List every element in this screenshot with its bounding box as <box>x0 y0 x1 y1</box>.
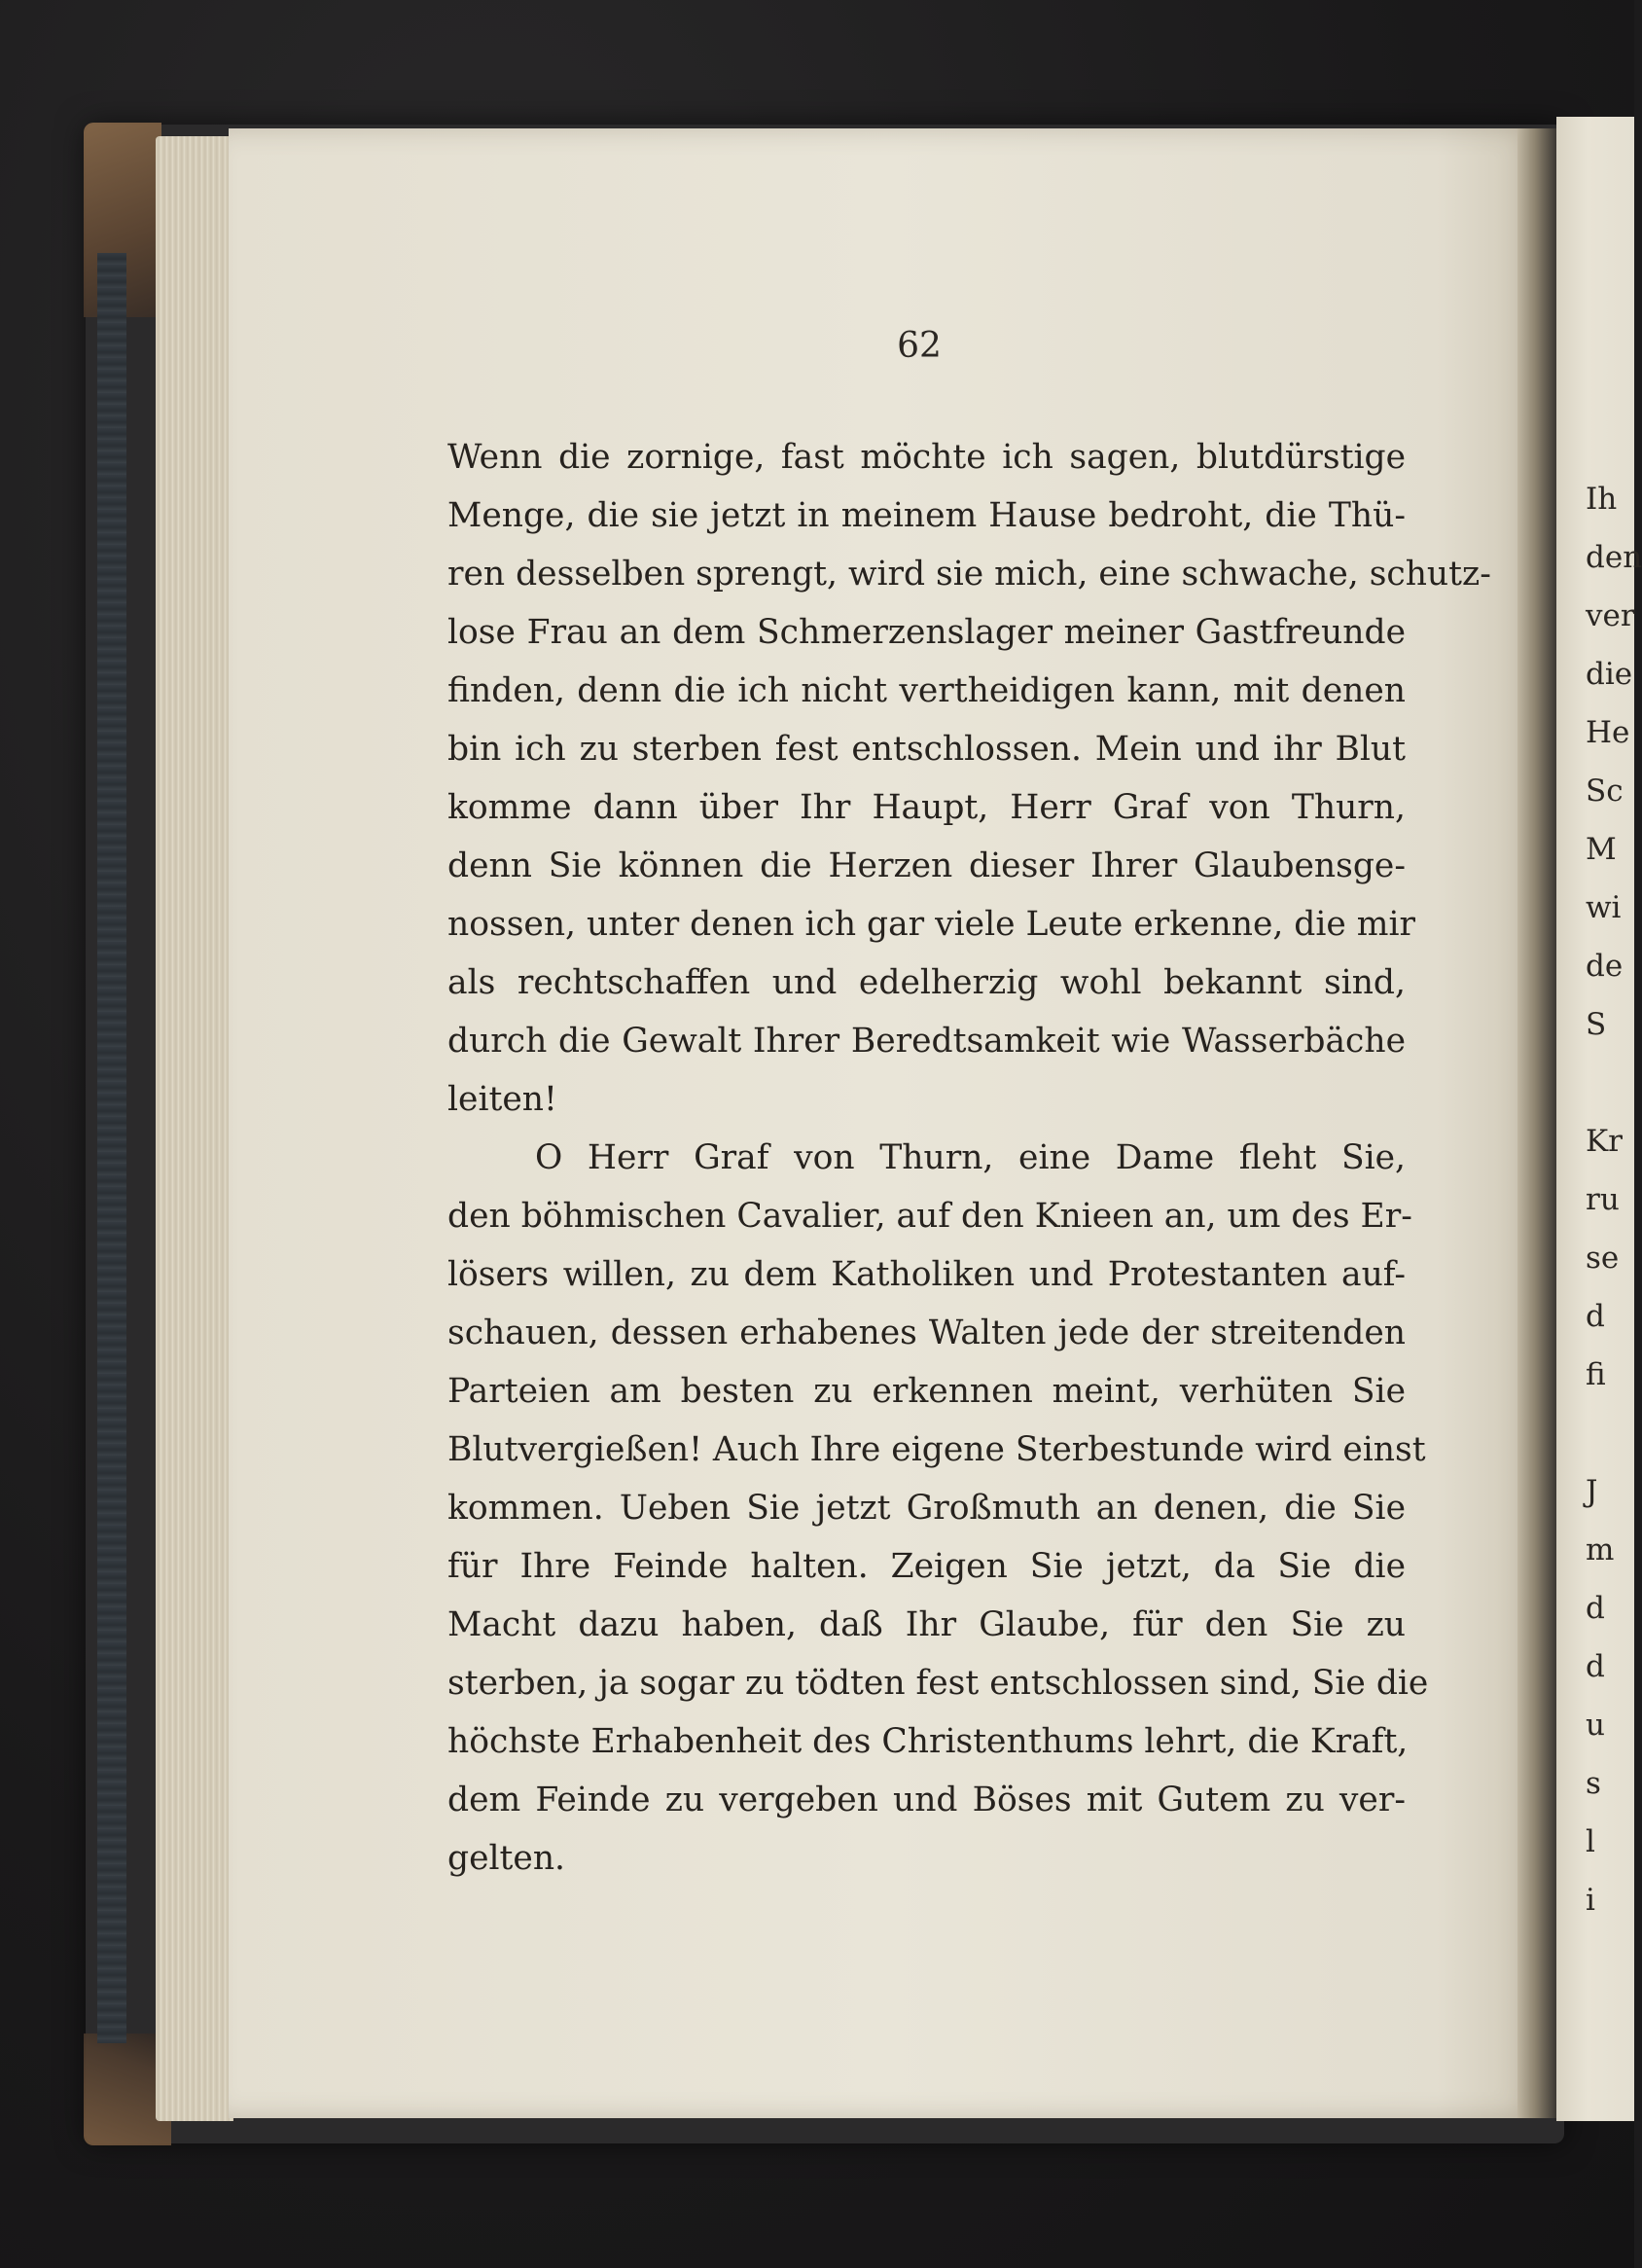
facing-line: u <box>1586 1708 1605 1743</box>
facing-line: ver <box>1586 598 1635 633</box>
text-line: lose Frau an dem Schmerzenslager meiner Gastfreunde <box>447 613 1406 652</box>
facing-line: l <box>1586 1824 1595 1859</box>
text-line: ren desselben sprengt, wird sie mich, eine schwache, schutz- <box>447 555 1491 594</box>
text-line: durch die Gewalt Ihrer Beredtsamkeit wie Wasserbäche <box>447 1022 1406 1061</box>
facing-line: de <box>1586 949 1624 984</box>
facing-line: d <box>1586 1649 1605 1684</box>
text-line: dem Feinde zu vergeben und Böses mit Gutem zu ver- <box>447 1781 1406 1819</box>
facing-line: d <box>1586 1299 1605 1334</box>
text-line: Blutvergießen! Auch Ihre eigene Sterbestunde wird einst <box>447 1430 1426 1469</box>
text-line: für Ihre Feinde halten. Zeigen Sie jetzt, da Sie die <box>447 1547 1406 1586</box>
page-number: 62 <box>897 326 942 366</box>
facing-line: den <box>1586 540 1642 575</box>
text-line: den böhmischen Cavalier, auf den Knieen an, um des Er- <box>447 1197 1412 1236</box>
facing-line: s <box>1586 1766 1601 1801</box>
text-line: Parteien am besten zu erkennen meint, verhüten Sie <box>447 1372 1406 1411</box>
book-gutter <box>1517 128 1556 2118</box>
text-line: finden, denn die ich nicht vertheidigen kann, mit denen <box>447 671 1406 710</box>
text-line: denn Sie können die Herzen dieser Ihrer Glaubensge- <box>447 846 1406 885</box>
facing-line: m <box>1586 1532 1615 1567</box>
facing-line: d <box>1586 1591 1605 1626</box>
body-text <box>447 428 1491 1888</box>
text-line: leiten! <box>447 1080 557 1119</box>
text-line: schauen, dessen erhabenes Walten jede der streitenden <box>447 1314 1406 1352</box>
facing-line: ru <box>1586 1182 1620 1217</box>
text-line: Macht dazu haben, daß Ihr Glaube, für den Sie zu <box>447 1605 1406 1644</box>
text-line: bin ich zu sterben fest entschlossen. Mein und ihr Blut <box>447 730 1406 769</box>
facing-line: Sc <box>1586 774 1624 809</box>
facing-line: wi <box>1586 890 1622 925</box>
text-line: Wenn die zornige, fast möchte ich sagen, blutdürstige <box>447 438 1406 477</box>
facing-line: die <box>1586 657 1633 692</box>
text-line: sterben, ja sogar zu tödten fest entschlossen sind, Sie die <box>447 1664 1429 1703</box>
facing-line: Ih <box>1586 482 1618 517</box>
facing-page <box>1556 117 1642 2121</box>
text-line: gelten. <box>447 1839 566 1878</box>
text-line: nossen, unter denen ich gar viele Leute erkenne, die mir <box>447 905 1416 944</box>
text-line: komme dann über Ihr Haupt, Herr Graf von Thurn, <box>447 788 1406 827</box>
facing-line: i <box>1586 1883 1595 1918</box>
facing-line: Kr <box>1586 1124 1623 1159</box>
text-line: kommen. Ueben Sie jetzt Großmuth an denen, die Sie <box>447 1489 1406 1528</box>
cover-spine-edge <box>97 253 126 2043</box>
text-line: höchste Erhabenheit des Christenthums lehrt, die Kraft, <box>447 1722 1409 1761</box>
text-line: Menge, die sie jetzt in meinem Hause bedroht, die Thü- <box>447 496 1406 535</box>
facing-line: M <box>1586 832 1617 867</box>
facing-line: J <box>1586 1474 1598 1509</box>
facing-line: se <box>1586 1241 1620 1276</box>
facing-line: He <box>1586 715 1630 750</box>
text-line: lösers willen, zu dem Katholiken und Protestanten auf- <box>447 1255 1406 1294</box>
text-line: als rechtschaffen und edelherzig wohl bekannt sind, <box>447 963 1406 1002</box>
text-line: O Herr Graf von Thurn, eine Dame fleht Sie, <box>535 1138 1406 1177</box>
facing-line: S <box>1586 1007 1607 1042</box>
page-stack-edges <box>156 136 233 2121</box>
facing-line: fi <box>1586 1357 1606 1392</box>
